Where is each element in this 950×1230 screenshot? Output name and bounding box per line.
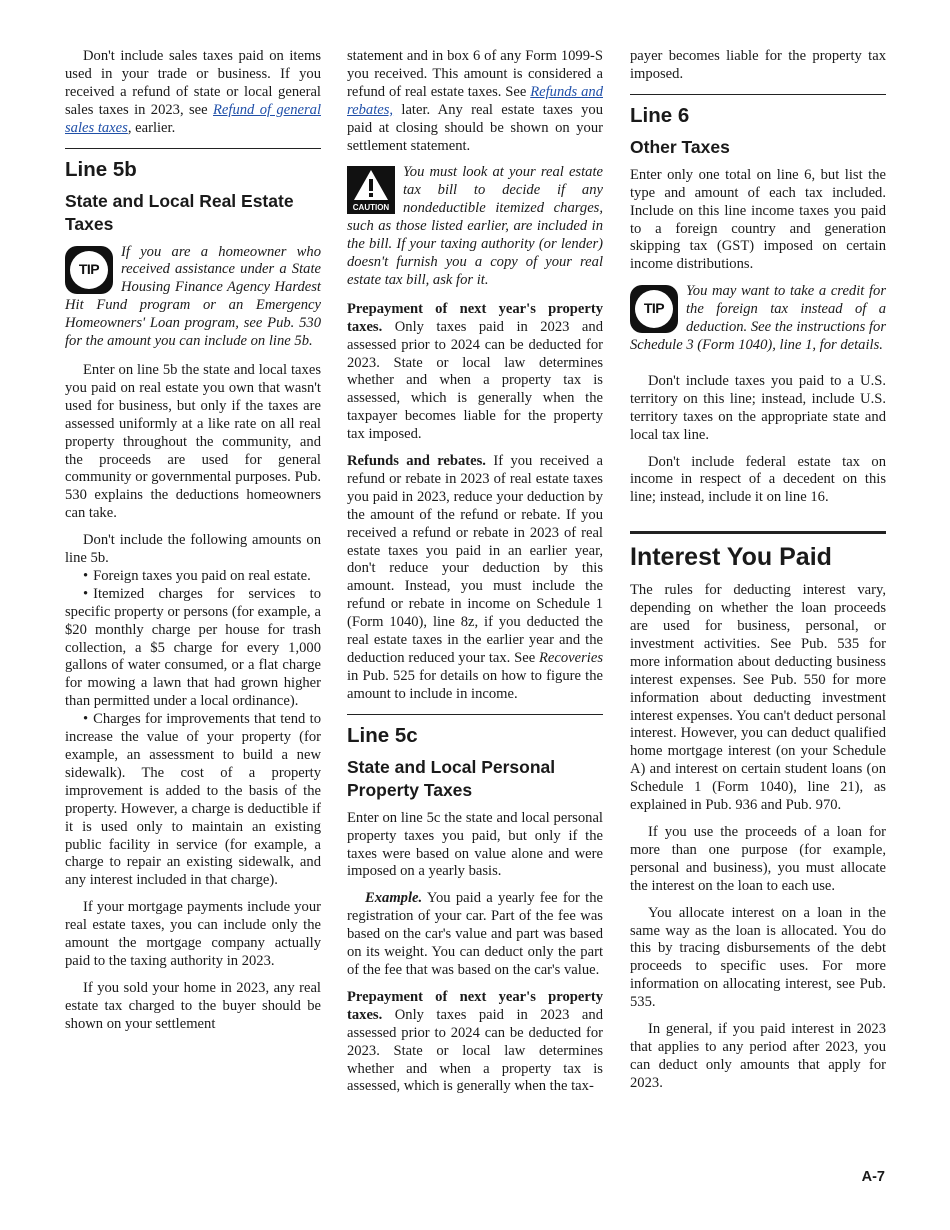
section-divider-thick — [630, 531, 886, 534]
caution-icon: CAUTION — [347, 166, 395, 214]
paragraph-interest-rules: The rules for deducting interest vary, depending on whether the loan proceeds are used for business, personal, or investment activities. See Pub. 535 for more information about deducting business interest expenses. See Pub. 550 for more information about deducting investment interest expenses. You can't deduct personal interest. However, you can deduct qualified home mortgage interest (on your Schedule A) and interest on certain student loans (on Schedule 1 (Form 1040), line 21), as explained in Pub. 936 and Pub. 970. — [630, 582, 886, 814]
paragraph-mortgage: If your mortgage payments include your real estate taxes, you can include only the amount the mortgage company actually paid to the taxing authority in 2023. — [65, 899, 321, 969]
paragraph-federal-estate-tax: Don't include federal estate tax on income in respect of a decedent on this line; instead, include it on line 16. — [630, 453, 886, 506]
paragraph-sales-taxes: Don't include sales taxes paid on items used in your trade or business. If you received a refund of state or local general sales taxes in 2023, see Refund of general sales taxes, earlier. — [65, 48, 321, 136]
paragraph-general: In general, if you paid interest in 2023 that applies to any period after 2023, you can deduct only amounts that apply for 2023. — [630, 1021, 886, 1091]
link-refunds-and-rebates[interactable]: Refunds and rebates, — [347, 83, 603, 118]
tip-icon: TIP — [65, 246, 113, 294]
section-divider — [65, 148, 321, 149]
caution-note: CAUTION You must look at your real estate tax bill to decide if any nondeductible itemized charges, such as those listed earlier, are included in the bill. If your taxing authority (or lender) doesn't furnish you a copy of your real estate tax bill, ask for it. — [347, 164, 603, 288]
tip-note: TIP If you are a homeowner who received assistance under a State Housing Finance Agency Hardest Hit Fund program or an Emergency Homeowners' Loan program, see Pub. 530 for the amount you can include on line 5b. — [65, 243, 321, 350]
page-number: A-7 — [861, 1169, 885, 1185]
link-refund-general-sales-taxes[interactable]: Refund of general sales taxes — [65, 101, 321, 136]
heading-line-6: Line 6 — [630, 103, 690, 127]
column-1 — [65, 48, 321, 1043]
paragraph-allocate-interest: You allocate interest on a loan in the same way as the loan is allocated. You do this by tracing disbursements of the debt proceeds to specific uses. For more information on allocating interest, see Pub. 535. — [630, 904, 886, 1011]
heading-line-5b: Line 5b — [65, 157, 137, 181]
warning-triangle-icon — [353, 169, 389, 201]
paragraph-enter-line-5b: Enter on line 5b the state and local taxes you paid on real estate you own that wasn't used for business, but only if the taxes are assessed uniformly at a like rate on all real property throughout the community, and the proceeds are used for general community or governmental purposes. Pub. 530 explains the deductions homeowners can take. — [65, 361, 321, 522]
heading-line-5c: Line 5c — [347, 723, 418, 747]
list-item: • Foreign taxes you paid on real estate. — [65, 568, 321, 586]
heading-interest-you-paid: Interest You Paid — [630, 543, 832, 572]
paragraph-refunds-rebates: Refunds and rebates. If you received a refund or rebate in 2023 of real estate taxes you paid in 2023, reduce your deduction by the amount of the refund or rebate. If you received a refund or rebate in 2023 of real estate taxes you paid in an earlier year, don't reduce your deduction by this amount. Instead, you must include the refund or rebate in income on Schedule 1 (Form 1040), line 8z, if you deducted the real estate taxes in the earlier year and the deduction reduced your tax. See Recoveries in Pub. 525 for details on how to figure the amount to include in income. — [347, 453, 603, 702]
paragraph-dont-include: Don't include the following amounts on line 5b. — [65, 532, 321, 567]
paragraph-sold-home: If you sold your home in 2023, any real estate tax charged to the buyer should be shown on your settlement — [65, 979, 321, 1032]
subheading-personal-property-taxes: State and Local Personal Property Taxes — [347, 756, 556, 800]
subheading-real-estate-taxes: State and Local Real Estate Taxes — [65, 190, 294, 234]
paragraph-taxpayer-liable: payer becomes liable for the property tax imposed. — [630, 48, 886, 82]
paragraph-prepayment: Prepayment of next year's property taxes. Only taxes paid in 2023 and assessed prior to 2024 can be deducted for 2023. State or local law determines whether and when a property tax is assessed, which is generally when the taxpayer becomes liable for the property tax imposed. — [347, 300, 603, 443]
paragraph-prepayment-2: Prepayment of next year's property taxes. Only taxes paid in 2023 and assessed prior to 2024 can be deducted for 2023. State or local law determines whether and when a property tax is assessed, which is generally when the tax- — [347, 988, 603, 1095]
paragraph-loan-proceeds: If you use the proceeds of a loan for more than one purpose (for example, personal and business), you must allocate the interest on the loan to each use. — [630, 824, 886, 894]
list-item: • Itemized charges for services to specific property or persons (for example, a $20 monthly charge per house for trash collection, a $5 charge for every 1,000 gallons of water consumed, or a flat charge for mowing a lawn that had grown higher than permitted under a local ordinance). — [65, 586, 321, 711]
list-item: • Charges for improvements that tend to increase the value of your property (for example, an assessment to build a new sidewalk). The cost of a property improvement is added to the basis of the property. However, a charge is deductible if it is used only to maintain an existing public facility in service (for example, a charge to repair an existing sidewalk, and any interest included in that charge). — [65, 711, 321, 890]
section-divider — [347, 714, 603, 715]
paragraph-enter-line-5c: Enter on line 5c the state and local personal property taxes you paid, but only if the taxes were based on value alone and were imposed on a yearly basis. — [347, 809, 603, 880]
paragraph-example: Example. You paid a yearly fee for the registration of your car. Part of the fee was based on the car's value and part was based on its weight. You can deduct only the part of the fee that was based on the car's value. — [347, 890, 603, 978]
paragraph-line-6: Enter only one total on line 6, but list the type and amount of each tax included. Include on this line income taxes you paid to a foreign country and generation skipping tax (GST) imposed on certain income distributions. — [630, 166, 886, 273]
tip-icon: TIP — [630, 285, 678, 333]
tip-note: TIP You may want to take a credit for the foreign tax instead of a deduction. See the instructions for Schedule 3 (Form 1040), line 1, for details. — [630, 283, 886, 353]
subheading-other-taxes: Other Taxes — [630, 136, 730, 157]
paragraph-settlement-statement: statement and in box 6 of any Form 1099-S you received. This amount is considered a refund of real estate taxes. See Refunds and rebates, later. Any real estate taxes you paid at closing should be shown on your settlement statement. — [347, 48, 603, 154]
column-3 — [630, 48, 886, 1102]
paragraph-us-territory: Don't include taxes you paid to a U.S. territory on this line; instead, include U.S. territory taxes on the appropriate state and local tax line. — [630, 372, 886, 443]
column-2 — [347, 48, 603, 1105]
section-divider — [630, 94, 886, 95]
